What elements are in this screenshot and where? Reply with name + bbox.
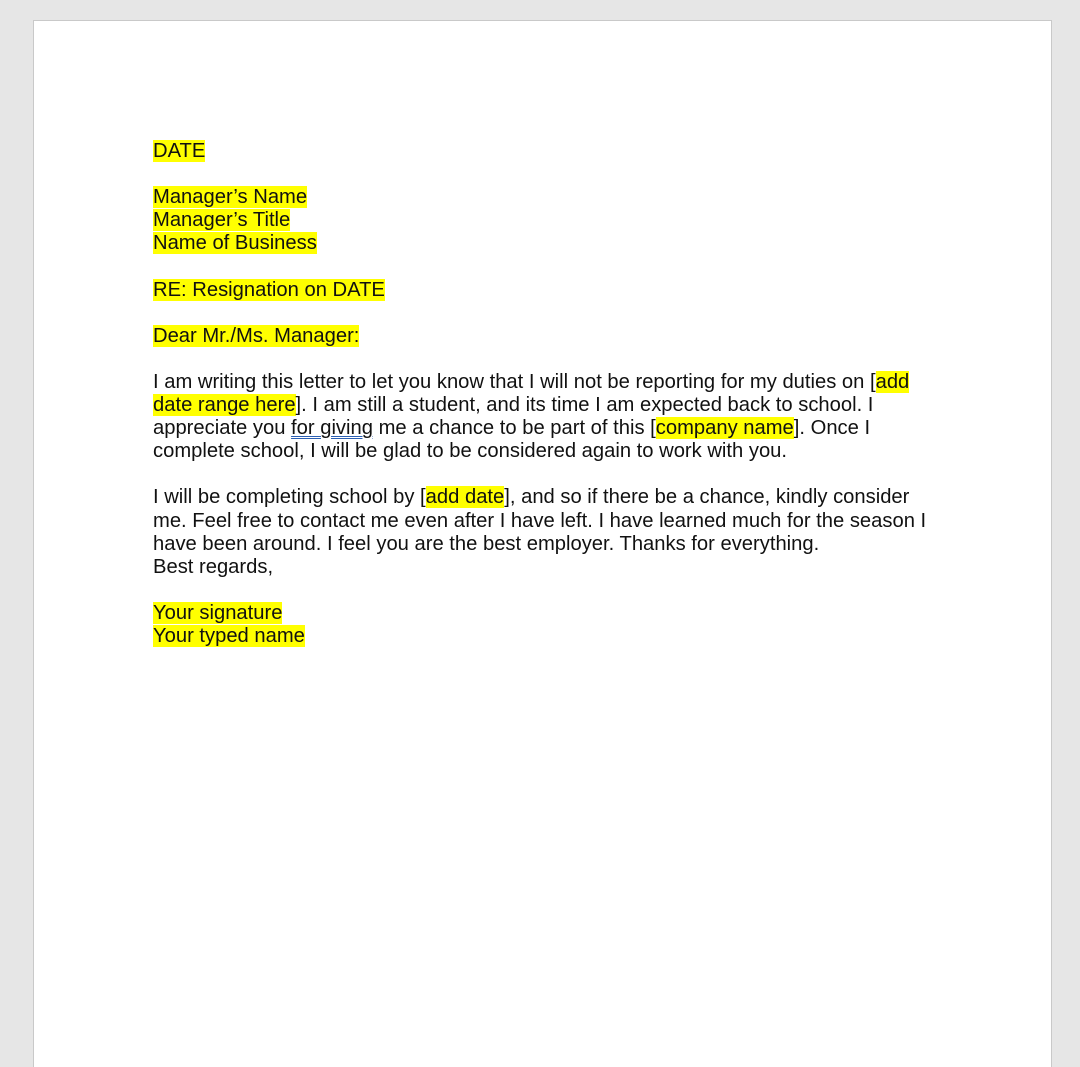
- date-range-placeholder-end: date range here: [153, 394, 296, 417]
- closing: Best regards,: [153, 555, 274, 578]
- company-name-placeholder: company name: [655, 417, 794, 440]
- grammar-flagged-phrase[interactable]: for giving: [291, 417, 373, 440]
- add-date-placeholder: add date: [425, 486, 505, 509]
- subject-block: [153, 279, 943, 302]
- document-page[interactable]: [33, 20, 1052, 1067]
- p2-line1-text-b: ], and so if there be a chance, kindly consider: [504, 486, 910, 509]
- salutation-block: [153, 325, 943, 348]
- date-range-placeholder-start: add: [875, 370, 910, 393]
- p1-line2-text: ]. I am still a student, and its time I am expected back to school. I: [295, 394, 874, 417]
- p1-line4-text: complete school, I will be glad to be considered again to work with you.: [153, 440, 788, 463]
- date-placeholder: DATE: [153, 140, 206, 162]
- date-block: [153, 140, 943, 163]
- signature-block: [153, 602, 943, 648]
- p2-line1-text-a: I will be completing school by [: [153, 486, 426, 509]
- manager-name-placeholder: Manager’s Name: [153, 186, 308, 209]
- recipient-block: [153, 186, 943, 255]
- business-name-placeholder: Name of Business: [153, 232, 317, 255]
- p1-line1-text: I am writing this letter to let you know that I will not be reporting for my duties on [: [153, 370, 876, 393]
- p1-line3-text-c: ]. Once I: [793, 417, 871, 440]
- subject-line: RE: Resignation on DATE: [153, 278, 385, 301]
- paragraph-1: [153, 371, 943, 463]
- p2-line2-text: me. Feel free to contact me even after I have left. I have learned much for the season I: [153, 509, 927, 532]
- p1-line3-text-b: me a chance to be part of this [: [372, 417, 656, 440]
- signature-placeholder: Your signature: [153, 601, 283, 624]
- letter-body[interactable]: [153, 140, 943, 648]
- p2-line3-text: have been around. I feel you are the best employer. Thanks for everything.: [153, 532, 820, 555]
- p1-line3-text-a: appreciate you: [153, 417, 292, 440]
- salutation: Dear Mr./Ms. Manager:: [153, 324, 360, 347]
- manager-title-placeholder: Manager’s Title: [153, 209, 291, 232]
- typed-name-placeholder: Your typed name: [153, 624, 305, 647]
- paragraph-2: [153, 486, 943, 578]
